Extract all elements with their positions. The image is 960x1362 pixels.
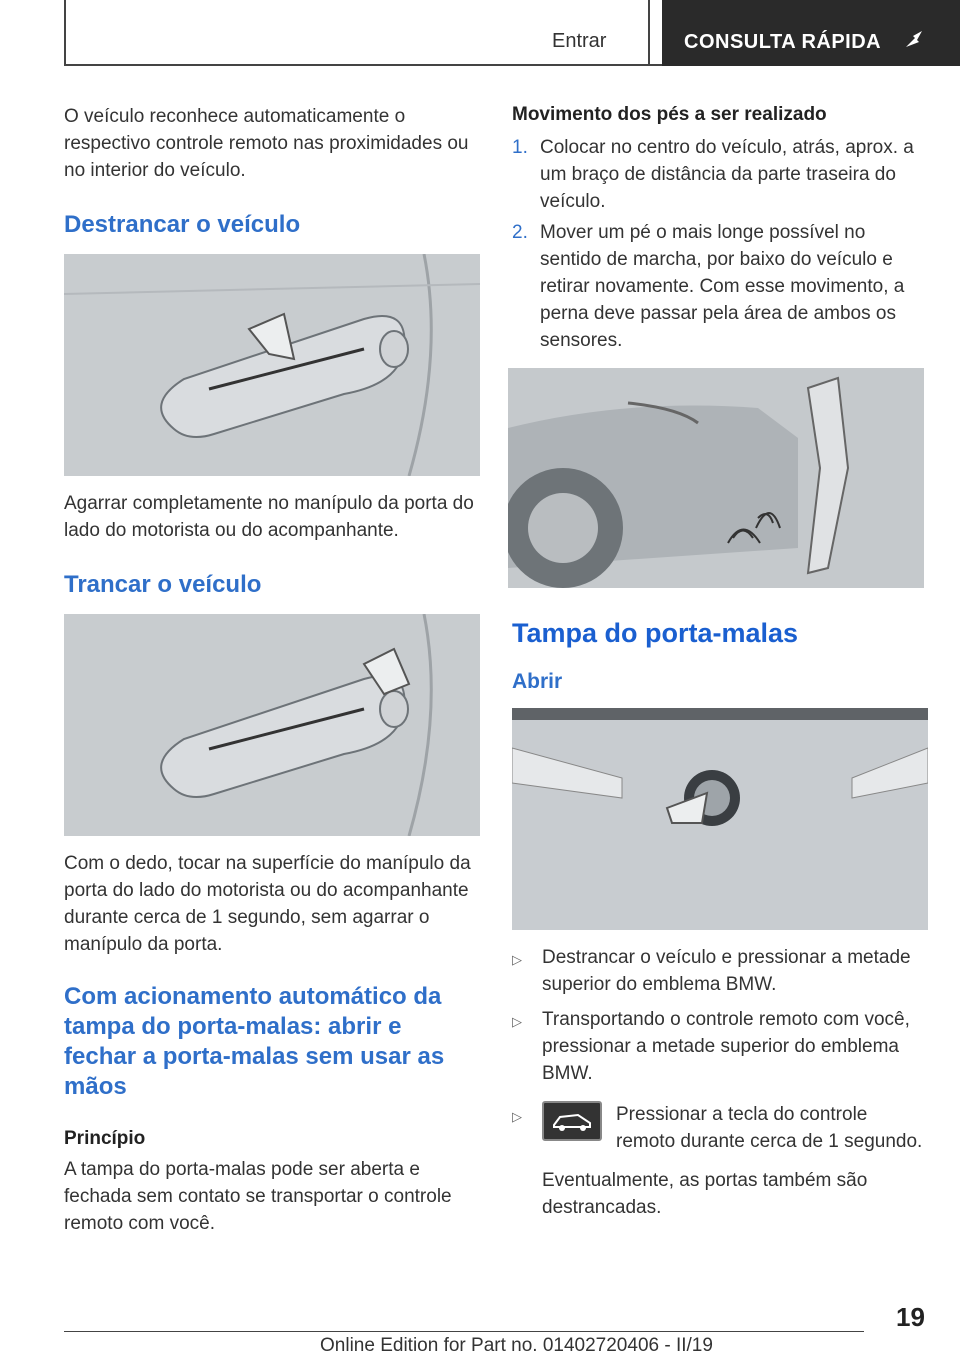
list-item [512,944,928,998]
foot-movement-illustration [508,368,924,588]
steps-list [512,134,928,354]
unlock-illustration [64,254,480,476]
step-number: 1. [512,137,528,158]
tab-consulta-rapida-label: CONSULTA RÁPIDA [684,30,882,53]
list-item [512,219,928,354]
lock-title: Trancar o veículo [64,571,262,598]
step-text: Colocar no centro do veículo, atrás, aprox. a um braço de distância da parte traseira do veículo. [540,137,914,212]
left-column [64,100,480,1237]
lock-illustration [64,614,480,836]
principle-title: Princípio [64,1128,146,1149]
unlock-title: Destrancar o veículo [64,211,301,238]
trunk-key-icon [542,1101,602,1141]
bullet-marker: ▷ [512,952,522,967]
bullet-text: Transportando o controle remoto com você, pressionar a metade superior do emblema BMW. [542,1009,910,1084]
open-bullets [512,944,928,1221]
bullet-marker: ▷ [512,1109,522,1124]
tab-consulta-rapida[interactable] [662,0,960,66]
trunk-emblem-illustration [512,708,928,930]
bullet-marker: ▷ [512,1014,522,1029]
bullet-text: Pressionar a tecla do controle remoto durante cerca de 1 segundo. [616,1104,923,1152]
open-title: Abrir [512,670,563,693]
page-number: 19 [896,1302,925,1332]
step-text: Mover um pé o mais longe possível no sentido de marcha, por baixo do veículo e retirar novamente. Com esse movimento, a perna deve passar pela área de ambos os sensores. [540,222,905,351]
handsfree-title: Com acionamento automático da tampa do porta-malas: abrir e fechar a porta-malas sem usar as mãos [64,983,445,1100]
bullet-text: Destrancar o veículo e pressionar a metade superior do emblema BMW. [542,947,911,995]
right-column [512,100,928,1221]
header-border-left [64,0,66,66]
header-border-mid [648,0,650,66]
principle-text: A tampa do porta-malas pode ser aberta e fechada sem contato se transportar o controle remoto com você. [64,1159,452,1234]
tab-entrar[interactable]: Entrar [552,30,607,52]
footer-divider [64,1331,864,1332]
movement-title: Movimento dos pés a ser realizado [512,104,827,125]
trunk-title: Tampa do porta-malas [512,618,799,648]
lock-text: Com o dedo, tocar na superfície do manípulo da porta do lado do motorista ou do acompanhante durante cerca de 1 segundo, sem agarrar o manípulo da porta. [64,853,471,955]
step-number: 2. [512,222,528,243]
lightning-icon [903,28,925,56]
unlock-text: Agarrar completamente no manípulo da porta do lado do motorista ou do acompanhante. [64,493,474,541]
list-item [512,1006,928,1087]
intro-text: O veículo reconhece automaticamente o respectivo controle remoto nas proximidades ou no interior do veículo. [64,106,469,181]
list-item [512,1101,928,1155]
doors-note: Eventualmente, as portas também são destrancadas. [542,1170,868,1218]
footer-edition: Online Edition for Part no. 01402720406 - II/19 [320,1335,713,1356]
list-item [512,134,928,215]
